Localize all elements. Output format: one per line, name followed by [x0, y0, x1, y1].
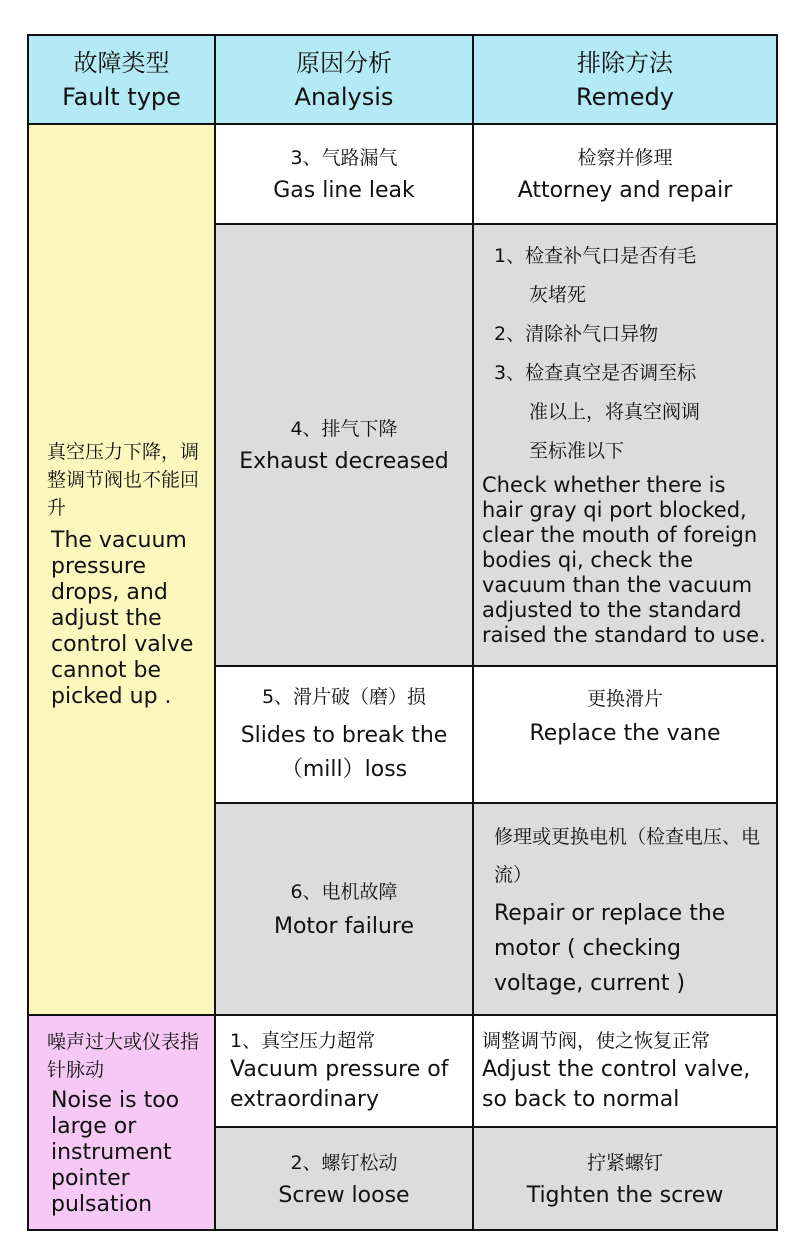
list-item: 2、清除补气口异物 — [494, 323, 659, 345]
list-item: 1、检查补气口是否有毛 — [494, 245, 697, 267]
analysis-cell: 4、排气下降 Exhaust decreased — [215, 224, 473, 666]
analysis-cell: 1、真空压力超常 Vacuum pressure of extraordinary — [215, 1015, 473, 1127]
analysis-cell: 6、电机故障 Motor failure — [215, 803, 473, 1015]
header-remedy: 排除方法 Remedy — [473, 35, 777, 124]
fault-table — [27, 34, 778, 1231]
fault-cn: 真空压力下降，调整调节阀也不能回升 — [47, 440, 200, 519]
remedy-cell: 更换滑片 Replace the vane — [473, 666, 777, 803]
table-row — [28, 1015, 777, 1127]
header-row — [28, 35, 777, 124]
remedy-cell: 检察并修理 Attorney and repair — [473, 124, 777, 224]
remedy-steps: 1、检查补气口是否有毛 灰堵死 2、清除补气口异物 3、检查真空是否调至标 准以上，将真空阀调 至标准以下 — [474, 237, 776, 471]
fault-cell-noise — [28, 1015, 215, 1230]
remedy-cell: 拧紧螺钉 Tighten the screw — [473, 1127, 777, 1230]
remedy-cell: 修理或更换电机（检查电压、电流） Repair or replace the motor ( checking voltage, current ) — [473, 803, 777, 1015]
analysis-cell: 2、螺钉松动 Screw loose — [215, 1127, 473, 1230]
remedy-en-long: Check whether there is hair gray qi port blocked, clear the mouth of foreign bodies qi, check the vacuum than the vacuum adjusted to the standard raised the standard to use. — [482, 473, 766, 647]
remedy-cell — [473, 224, 777, 666]
list-item: 3、检查真空是否调至标 — [494, 362, 697, 384]
fault-cn: 噪声过大或仪表指针脉动 — [47, 1030, 200, 1081]
fault-en: Noise is too large or instrument pointer pulsation — [51, 1087, 180, 1217]
remedy-cell: 调整调节阀，使之恢复正常 Adjust the control valve, so back to normal — [473, 1015, 777, 1127]
header-fault-type: 故障类型 Fault type — [28, 35, 215, 124]
header-analysis: 原因分析 Analysis — [215, 35, 473, 124]
analysis-cell: 5、滑片破（磨）损 Slides to break the （mill）loss — [215, 666, 473, 803]
fault-en: The vacuum pressure drops, and adjust the control valve cannot be picked up . — [51, 527, 194, 709]
analysis-cell: 3、气路漏气 Gas line leak — [215, 124, 473, 224]
fault-cell-vacuum-drop — [28, 124, 215, 1015]
table-row — [28, 124, 777, 224]
